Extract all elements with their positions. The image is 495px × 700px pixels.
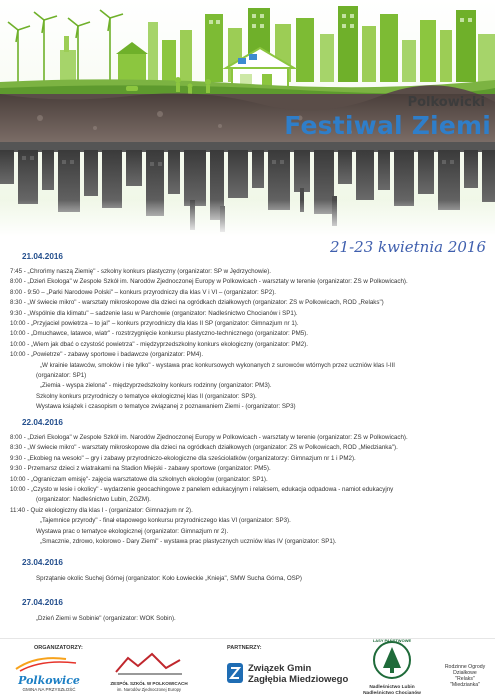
festival-date-range: 21-23 kwietnia 2016 — [330, 238, 486, 256]
zgzm-logo — [226, 660, 349, 690]
event-line: „W krainie latawców, smoków i nie tylko" - wystawa prac konkursowych wykonanych z surowców wtórnych przez uczniów klas I-III — [40, 361, 396, 369]
day-events — [10, 614, 488, 624]
rod-logo — [436, 664, 494, 694]
forest-logo-line1: Nadleśnictwo Lubin — [369, 685, 415, 690]
page-title: Festiwal Ziemi — [284, 111, 491, 140]
event-line: 8:00 - 9:50 – „Parki Narodowe Polski" – konkurs przyrodniczy dla klas V i VI – (organizator: SP2). — [10, 288, 276, 296]
school-emblem-icon — [108, 650, 190, 676]
event-line: „Dzień Ziemi w Sobinie" (organizator: WOK Sobin). — [36, 615, 176, 622]
event-line: 10:00 - „Czysto w lesie i okolicy" - wydarzenie geocachingowe z panelem edukacyjnym i relaksem, edukacja odpadowa - namiot edukacyjny — [10, 486, 394, 494]
event-line: 8:00 - „Dzień Ekologa" w Zespole Szkół im. Narodów Zjednoczonej Europy w Polkowicach - warsztaty w terenie (organizator: ZS w Polkowicach). — [10, 278, 408, 286]
event-line: Wystawa prac o tematyce ekologicznej (organizator: Gimnazjum nr 2). — [36, 527, 229, 535]
day-events — [10, 433, 488, 547]
event-line: 8:00 - „Dzień Ekologa" w Zespole Szkół im. Narodów Zjednoczonej Europy w Polkowicach - warsztaty w terenie (organizator: ZS w Polkowicach). — [10, 434, 408, 441]
title-subheading: Polkowicki — [407, 95, 485, 110]
zgzm-logo-line1: Związek Gmin — [248, 663, 312, 674]
rod-logo-line2: "Relaks" — [455, 676, 475, 682]
event-line: 7:45 - „Chrońmy naszą Ziemię" - szkolny konkurs plastyczny (organizator: SP w Jędrzychowie). — [10, 268, 272, 275]
event-line: (organizator: SP1) — [36, 372, 87, 380]
event-line: Szkolny konkurs przyrodniczy o tematyce ekologicznej klas II (organizator: SP3). — [36, 392, 257, 400]
polkowice-logo — [6, 655, 92, 695]
event-line: 9:30 - „Ekobieg na wesoło" – gry i zabawy przyrodniczo-ekologiczne dla sześciolatków (organizatorzy: Gimnazjum nr 1 i PM2). — [10, 454, 356, 462]
event-line: (organizator: Nadleśnictwo Lubin, ZGZM). — [36, 496, 151, 504]
event-line: „Ziemia - wyspa zielona" - międzyprzedszkolny konkurs rodzinny (organizator: PM3). — [40, 382, 272, 390]
rod-logo-line1: Rodzinne Ogrody Działkowe — [444, 664, 486, 676]
forest-badge-icon — [352, 640, 432, 680]
polkowice-swoosh-icon — [6, 655, 92, 673]
event-line: 10:00 - „Dmuchawce, latawce, wiatr" - rozstrzygnięcie konkursu plastyczno-technicznego (organizator: PM5). — [10, 330, 308, 338]
forest-logo — [352, 640, 432, 698]
event-line: 8:30 - „W świecie mikro" - warsztaty mikroskopowe dla dzieci na ogródkach działkowych (organizator: ZS w Polkowicach, ROD „Relaks") — [10, 299, 384, 307]
school-logo-line2: im. Narodów Zjednoczonej Europy — [116, 687, 181, 692]
event-line: 10:00 - „Powietrze" - zabawy sportowe i badawcze (organizator: PM4). — [10, 351, 204, 359]
polkowice-logo-text: Polkowice — [18, 674, 80, 687]
event-line: Wystawa książek i czasopism o tematyce związanej z poznawaniem Ziemi - (organizator: SP3) — [36, 403, 296, 411]
event-line: „Smacznie, zdrowo, kolorowo - Dary Ziemi" - wystawa prac plastycznych uczniów klas IV (organizator: SP1). — [40, 538, 337, 546]
event-line: „Tajemnice przyrody" - finał etapowego konkursu przyrodniczego klas VI (organizator: SP3). — [40, 517, 291, 525]
event-line: 9:30 - Przemarsz dzieci z wiatrakami na Stadion Miejski - zabawy sportowe (organizator: PM5). — [10, 465, 271, 473]
school-logo-line1: ZESPÓŁ SZKÓŁ W POLKOWICACH — [110, 681, 188, 686]
event-line: 9:30 - „Wspólnie dla klimatu" – sadzenie lasu w Parchowie (organizator: Nadleśnictwo Chocianów i SP1). — [10, 309, 298, 317]
zgzm-logo-line2: Zagłębia Miedziowego — [248, 674, 349, 685]
day-heading: 23.04.2016 — [22, 558, 63, 567]
school-logo — [108, 650, 190, 695]
forest-logo-line2: Nadleśnictwo Chocianów — [363, 691, 421, 696]
organizers-label: ORGANIZATORZY: — [34, 645, 83, 651]
event-line: 10:00 - „Ograniczam emisję"- zajęcia warsztatowe dla szkolnych ekologów (organizator: SP1). — [10, 475, 268, 483]
day-heading: 27.04.2016 — [22, 598, 63, 607]
zgzm-emblem-icon — [226, 662, 244, 684]
forest-badge-label: LASY PAŃSTWOWE — [372, 638, 412, 643]
day-events — [10, 574, 488, 584]
event-line: 10:00 - „Wiem jak dbać o czystość powietrza" - międzyprzedszkolny konkurs ekologiczny (organizator: PM2). — [10, 340, 308, 348]
rod-logo-line3: "Miedzianka" — [450, 682, 480, 688]
event-line: 10:00 - „Przyjaciel powietrza – to ja!" – konkurs przyrodniczy dla klas II SP (organizator: Gimnazjum nr 1). — [10, 320, 299, 328]
event-line: Sprzątanie okolic Suchej Górnej (organizator: Koło Łowieckie „Knieja", SMW Sucha Górna, OSP) — [36, 575, 302, 582]
polkowice-logo-tagline: GMINA NA PRZYSZŁOŚĆ — [22, 687, 76, 692]
partners-label: PARTNERZY: — [227, 645, 262, 651]
day-heading: 22.04.2016 — [22, 418, 63, 427]
day-events — [10, 267, 488, 413]
event-line: 8:30 - „W świecie mikro" - warsztaty mikroskopowe dla dzieci na ogródkach działkowych (organizator: ZS w Polkowicach, ROD „Miedzianka"). — [10, 444, 398, 452]
day-heading: 21.04.2016 — [22, 252, 63, 261]
event-line: 11:40 - Quiz ekologiczny dla klas I - (organizator: Gimnazjum nr 2). — [10, 506, 193, 514]
